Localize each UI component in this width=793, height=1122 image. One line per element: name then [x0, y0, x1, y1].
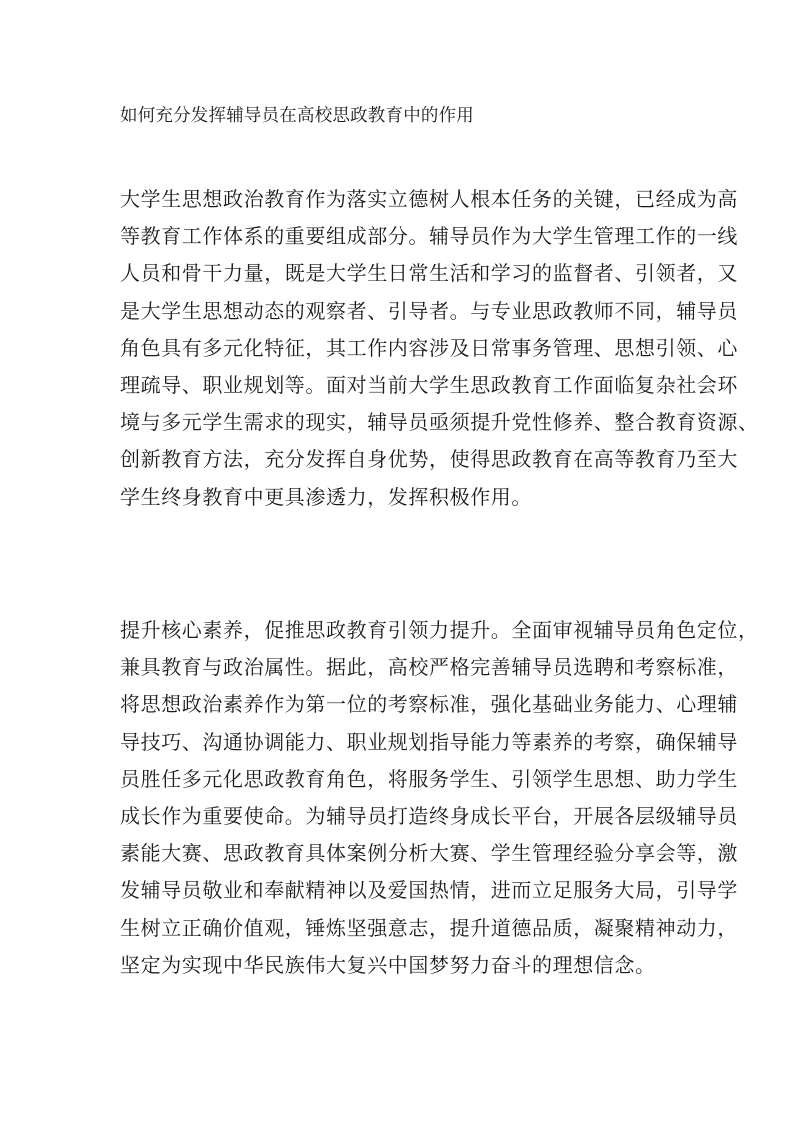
text-line: 人员和骨干力量，既是大学生日常生活和学习的监督者、引领者，又 [120, 261, 738, 286]
document-title: 如何充分发挥辅导员在高校思政教育中的作用 [120, 106, 474, 126]
text-line: 导技巧、沟通协调能力、职业规划指导能力等素养的考察，确保辅导 [120, 729, 738, 754]
text-line: 坚定为实现中华民族伟大复兴中国梦努力奋斗的理想信念。 [120, 952, 656, 977]
text-line: 员胜任多元化思政教育角色，将服务学生、引领学生思想、助力学生 [120, 766, 738, 791]
text-line: 理疏导、职业规划等。面对当前大学生思政教育工作面临复杂社会环 [120, 372, 738, 397]
text-line: 提升核心素养，促推思政教育引领力提升。全面审视辅导员角色定位， [120, 618, 759, 642]
text-line: 素能大赛、思政教育具体案例分析大赛、学生管理经验分享会等，激 [120, 841, 738, 866]
text-line: 等教育工作体系的重要组成部分。辅导员作为大学生管理工作的一线 [120, 224, 738, 249]
text-line: 大学生思想政治教育作为落实立德树人根本任务的关键，已经成为高 [120, 187, 738, 211]
paragraph-1 [120, 181, 759, 516]
text-line: 境与多元学生需求的现实，辅导员亟须提升党性修养、整合教育资源、 [120, 410, 759, 435]
text-line: 发辅导员敬业和奉献精神以及爱国热情，进而立足服务大局，引导学 [120, 878, 738, 903]
paragraph-2 [120, 612, 759, 984]
text-line: 学生终身教育中更具渗透力，发挥积极作用。 [120, 484, 532, 509]
text-line: 创新教育方法，充分发挥自身优势，使得思政教育在高等教育乃至大 [120, 447, 738, 472]
text-line: 是大学生思想动态的观察者、引导者。与专业思政教师不同，辅导员 [120, 298, 738, 323]
text-line: 将思想政治素养作为第一位的考察标准，强化基础业务能力、心理辅 [120, 692, 738, 717]
text-line: 角色具有多元化特征，其工作内容涉及日常事务管理、思想引领、心 [120, 335, 738, 360]
text-line: 兼具教育与政治属性。据此，高校严格完善辅导员选聘和考察标准， [120, 655, 738, 680]
text-line: 成长作为重要使命。为辅导员打造终身成长平台，开展各层级辅导员 [120, 803, 738, 828]
text-line: 生树立正确价值观，锤炼坚强意志，提升道德品质，凝聚精神动力， [120, 915, 738, 940]
